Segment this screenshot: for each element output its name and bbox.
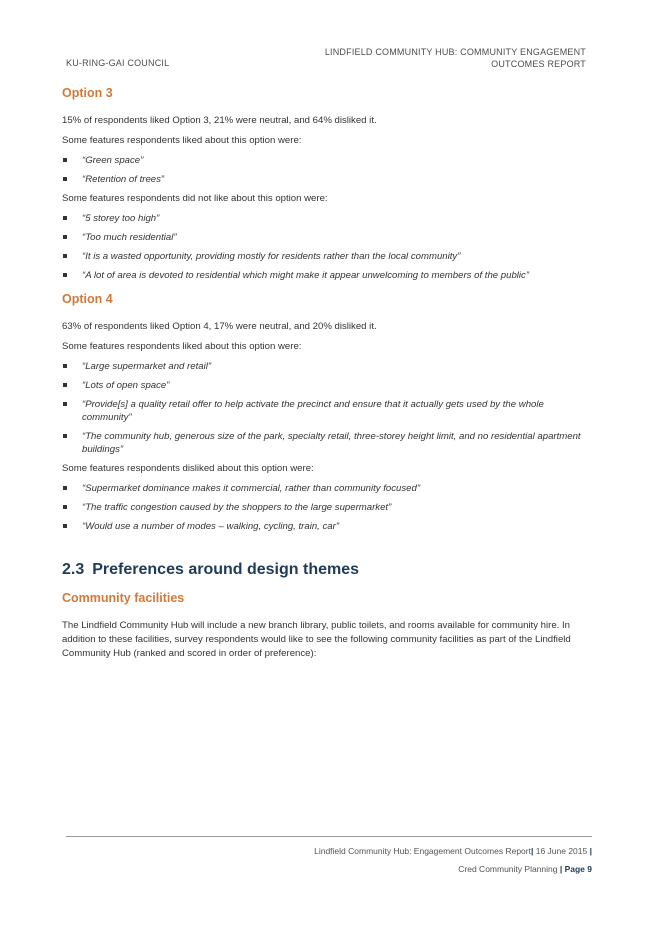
bullet-icon — [63, 364, 67, 368]
list-item: “The community hub, generous size of the park, specialty retail, three-storey height limit, and no residential apartment buildings” — [62, 430, 592, 456]
page-number: Page 9 — [564, 864, 592, 874]
section-subheading: Community facilities — [62, 591, 185, 605]
option4-disliked-intro: Some features respondents disliked about this option were: — [62, 463, 314, 474]
header-report-title — [286, 46, 586, 70]
bullet-icon — [63, 434, 67, 438]
section-title: Preferences around design themes — [92, 561, 360, 578]
list-item: “Lots of open space” — [62, 379, 592, 392]
page-content — [62, 86, 592, 667]
bullet-icon — [63, 177, 67, 181]
section-number: 2.3 — [62, 561, 85, 578]
list-item: “Green space” — [62, 154, 592, 167]
option4-summary: 63% of respondents liked Option 4, 17% were neutral, and 20% disliked it. — [62, 321, 377, 332]
list-item: “Retention of trees” — [62, 173, 592, 186]
list-item: “Too much residential” — [62, 231, 592, 244]
bullet-icon — [63, 273, 67, 277]
bullet-icon — [63, 486, 67, 490]
option4-disliked-list — [62, 482, 592, 533]
bullet-icon — [63, 524, 67, 528]
list-item: “Provide[s] a quality retail offer to help activate the precinct and ensure that it actually gets used by the whole community” — [62, 398, 592, 424]
option4-heading: Option 4 — [62, 292, 113, 306]
section-body: The Lindfield Community Hub will include a new branch library, public toilets, and rooms available for community hire. In addition to these facilities, survey respondents would like to see the following community facilities as part of the Lindfield Community Hub (ranked and scored in order of preference): — [62, 620, 571, 659]
footer-report-line: Lindfield Community Hub: Engagement Outcomes Report| 16 June 2015 | — [314, 846, 592, 856]
option3-liked-list — [62, 154, 592, 186]
footer-report-name: Lindfield Community Hub: Engagement Outcomes Report — [314, 846, 531, 856]
bullet-icon — [63, 505, 67, 509]
footer-page-line: Cred Community Planning | Page 9 — [458, 864, 592, 874]
footer-divider — [66, 836, 592, 837]
option3-disliked-intro: Some features respondents did not like about this option were: — [62, 193, 328, 204]
option4-liked-intro: Some features respondents liked about this option were: — [62, 341, 302, 352]
header-report-title-line1: LINDFIELD COMMUNITY HUB: COMMUNITY ENGAGEMENT — [324, 47, 586, 57]
option3-summary: 15% of respondents liked Option 3, 21% were neutral, and 64% disliked it. — [62, 115, 377, 126]
bullet-icon — [63, 254, 67, 258]
list-item: “Would use a number of modes – walking, cycling, train, car” — [62, 520, 592, 533]
list-item: “Supermarket dominance makes it commercial, rather than community focused” — [62, 482, 592, 495]
header-council-name: KU-RING-GAI COUNCIL — [66, 58, 170, 68]
list-item: “The traffic congestion caused by the shoppers to the large supermarket” — [62, 501, 592, 514]
section-heading — [62, 561, 592, 579]
bullet-icon — [63, 235, 67, 239]
bullet-icon — [63, 383, 67, 387]
option3-disliked-list — [62, 212, 592, 282]
list-item: “Large supermarket and retail” — [62, 360, 592, 373]
bullet-icon — [63, 402, 67, 406]
list-item: “It is a wasted opportunity, providing mostly for residents rather than the local community” — [62, 250, 592, 263]
bullet-icon — [63, 158, 67, 162]
header-report-title-line2: OUTCOMES REPORT — [491, 59, 586, 69]
option4-liked-list — [62, 360, 592, 456]
list-item: “5 storey too high” — [62, 212, 592, 225]
option3-heading: Option 3 — [62, 86, 113, 100]
footer-author: Cred Community Planning — [458, 864, 560, 874]
list-item: “A lot of area is devoted to residential which might make it appear unwelcoming to members of the public” — [62, 269, 592, 282]
footer-date: 16 June 2015 — [533, 846, 590, 856]
option3-liked-intro: Some features respondents liked about this option were: — [62, 135, 302, 146]
bullet-icon — [63, 216, 67, 220]
